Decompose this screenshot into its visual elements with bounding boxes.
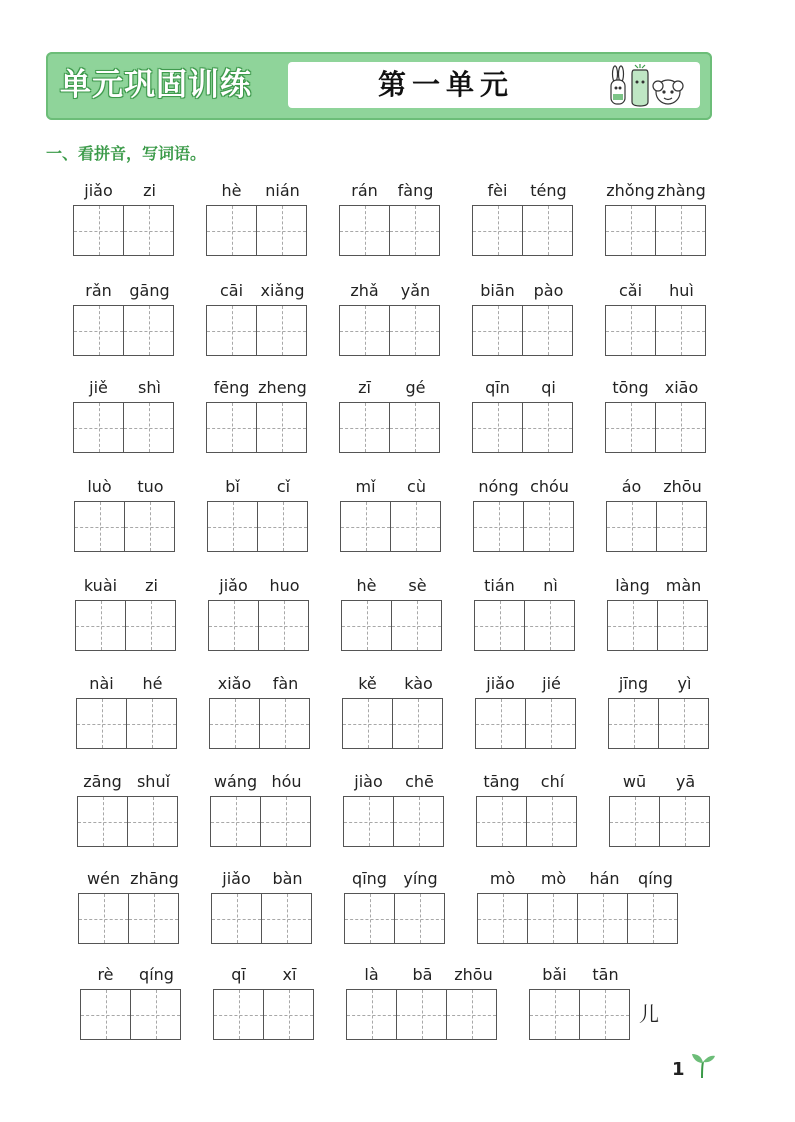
writing-grid: [209, 698, 310, 749]
pinyin-label: qī: [231, 965, 246, 984]
pinyin-label: zī: [358, 378, 371, 397]
writing-box[interactable]: [207, 501, 258, 552]
pinyin-label: jiǎo: [486, 674, 515, 693]
word-item: [211, 868, 313, 948]
word-item: [605, 180, 707, 260]
writing-grid: [341, 600, 442, 651]
pinyin-label: gāng: [129, 281, 170, 300]
pinyin-label: kuài: [83, 576, 118, 595]
pinyin-label: chē: [405, 772, 434, 791]
word-item: [339, 377, 441, 457]
word-item: [342, 673, 444, 753]
writing-box[interactable]: [474, 600, 525, 651]
writing-box[interactable]: [522, 205, 573, 256]
pinyin-label: zi: [143, 181, 156, 200]
writing-grid: [78, 893, 179, 944]
pinyin-label: mò: [489, 869, 516, 888]
word-item: [339, 180, 441, 260]
word-item: [608, 673, 710, 753]
writing-box[interactable]: [128, 893, 179, 944]
pinyin-label: cǐ: [276, 477, 291, 496]
writing-grid: [346, 989, 497, 1040]
writing-box[interactable]: [522, 305, 573, 356]
word-item: [75, 575, 177, 655]
writing-grid: [76, 698, 177, 749]
word-item: [74, 476, 176, 556]
writing-box[interactable]: [124, 501, 175, 552]
pinyin-label: làng: [615, 576, 650, 595]
pinyin-label: fēng: [213, 378, 250, 397]
writing-box[interactable]: [472, 205, 523, 256]
writing-box[interactable]: [391, 600, 442, 651]
pinyin-label: jiě: [89, 378, 108, 397]
pinyin-label: áo: [621, 477, 642, 496]
writing-box[interactable]: [77, 796, 128, 847]
pinyin-label: qíng: [139, 965, 174, 984]
pinyin-label: huì: [669, 281, 694, 300]
pinyin-label: jié: [542, 674, 561, 693]
pinyin-label: yā: [675, 772, 696, 791]
writing-box[interactable]: [657, 600, 708, 651]
writing-grid: [213, 989, 314, 1040]
writing-box[interactable]: [123, 205, 174, 256]
pinyin-label: tuo: [137, 477, 164, 496]
writing-box[interactable]: [73, 305, 124, 356]
writing-grid: [206, 205, 307, 256]
writing-box[interactable]: [344, 893, 395, 944]
pinyin-label: zi: [145, 576, 158, 595]
pinyin-label: nài: [89, 674, 114, 693]
pinyin-label: xiāo: [664, 378, 699, 397]
writing-box[interactable]: [257, 501, 308, 552]
pinyin-label: mǐ: [355, 477, 376, 496]
word-item: [473, 476, 575, 556]
writing-grid: [206, 402, 307, 453]
word-item: [208, 575, 310, 655]
writing-box[interactable]: [659, 796, 710, 847]
writing-box[interactable]: [339, 205, 390, 256]
writing-box[interactable]: [256, 205, 307, 256]
word-item: [207, 476, 309, 556]
writing-box[interactable]: [476, 796, 527, 847]
writing-box[interactable]: [258, 600, 309, 651]
writing-grid: [340, 501, 441, 552]
writing-box[interactable]: [211, 893, 262, 944]
pinyin-label: yíng: [403, 869, 438, 888]
writing-box[interactable]: [208, 600, 259, 651]
pinyin-label: zhàng: [657, 181, 706, 200]
writing-grid: [211, 893, 312, 944]
writing-grid: [207, 501, 308, 552]
writing-grid: [473, 501, 574, 552]
writing-box[interactable]: [389, 205, 440, 256]
pinyin-label: nì: [543, 576, 558, 595]
writing-box[interactable]: [130, 989, 181, 1040]
writing-box[interactable]: [526, 796, 577, 847]
writing-box[interactable]: [522, 402, 573, 453]
pinyin-label: bàn: [272, 869, 303, 888]
pinyin-label: xī: [282, 965, 297, 984]
pinyin-label: rǎn: [85, 281, 112, 300]
writing-grid: [342, 698, 443, 749]
word-item: [213, 964, 315, 1044]
writing-box[interactable]: [605, 402, 656, 453]
pinyin-label: zhōu: [663, 477, 702, 496]
writing-box[interactable]: [261, 893, 312, 944]
writing-box[interactable]: [123, 402, 174, 453]
writing-box[interactable]: [396, 989, 447, 1040]
writing-box[interactable]: [213, 989, 264, 1040]
pinyin-label: zheng: [258, 378, 307, 397]
word-item: [472, 180, 574, 260]
word-item: [344, 868, 446, 948]
pinyin-label: luò: [87, 477, 112, 496]
pinyin-label: fèi: [487, 181, 508, 200]
writing-box[interactable]: [608, 698, 659, 749]
word-item: [474, 575, 576, 655]
writing-grid: [529, 989, 630, 1040]
writing-grid: [343, 796, 444, 847]
writing-box[interactable]: [655, 205, 706, 256]
writing-box[interactable]: [606, 501, 657, 552]
writing-box[interactable]: [394, 893, 445, 944]
writing-box[interactable]: [341, 600, 392, 651]
writing-box[interactable]: [80, 989, 131, 1040]
writing-grid: [75, 600, 176, 651]
writing-box[interactable]: [472, 305, 523, 356]
writing-grid: [472, 205, 573, 256]
writing-box[interactable]: [529, 989, 580, 1040]
word-item: [339, 280, 441, 360]
writing-box[interactable]: [524, 600, 575, 651]
pinyin-label: nián: [265, 181, 300, 200]
writing-box[interactable]: [446, 989, 497, 1040]
word-item: [206, 377, 308, 457]
pinyin-label: chóu: [530, 477, 569, 496]
pinyin-label: hè: [221, 181, 242, 200]
writing-box[interactable]: [339, 402, 390, 453]
pinyin-label: rè: [97, 965, 114, 984]
writing-grid: [80, 989, 181, 1040]
pinyin-label: jiǎo: [222, 869, 251, 888]
writing-grid: [606, 501, 707, 552]
word-item: [76, 673, 178, 753]
writing-grid: [609, 796, 710, 847]
pinyin-label: tián: [484, 576, 515, 595]
writing-box[interactable]: [340, 501, 391, 552]
pinyin-label: kě: [358, 674, 377, 693]
pinyin-label: rán: [351, 181, 378, 200]
pinyin-label: hè: [356, 576, 377, 595]
pinyin-label: sè: [408, 576, 427, 595]
sheep-icon: [653, 80, 683, 104]
writing-box[interactable]: [256, 402, 307, 453]
writing-grid: [73, 402, 174, 453]
pinyin-label: là: [364, 965, 379, 984]
pinyin-label: biān: [480, 281, 515, 300]
writing-grid: [607, 600, 708, 651]
writing-grid: [206, 305, 307, 356]
pinyin-label: jiào: [354, 772, 383, 791]
writing-box[interactable]: [126, 698, 177, 749]
pinyin-label: chí: [540, 772, 565, 791]
writing-grid: [477, 893, 678, 944]
pinyin-label: pào: [533, 281, 564, 300]
pinyin-label: cù: [407, 477, 426, 496]
radish-icon: [632, 64, 648, 106]
writing-box[interactable]: [655, 305, 706, 356]
pinyin-label: zhǎ: [350, 281, 379, 300]
pinyin-label: yì: [677, 674, 692, 693]
word-item: [609, 771, 711, 851]
writing-box[interactable]: [609, 796, 660, 847]
writing-grid: [472, 305, 573, 356]
writing-grid: [605, 402, 706, 453]
pinyin-label: tān: [592, 965, 619, 984]
word-item: [73, 280, 175, 360]
pinyin-label: tāng: [483, 772, 520, 791]
word-item: [78, 868, 180, 948]
word-item: [206, 180, 308, 260]
word-item: [73, 377, 175, 457]
writing-grid: [74, 501, 175, 552]
writing-box[interactable]: [527, 893, 578, 944]
pinyin-label: bǐ: [225, 477, 240, 496]
pinyin-label: huo: [269, 576, 300, 595]
pinyin-label: shuǐ: [136, 772, 171, 791]
word-item: [341, 575, 443, 655]
writing-box[interactable]: [656, 501, 707, 552]
pinyin-label: zāng: [83, 772, 122, 791]
pinyin-label: cǎi: [618, 281, 643, 300]
writing-box[interactable]: [607, 600, 658, 651]
writing-box[interactable]: [577, 893, 628, 944]
word-item: [77, 771, 179, 851]
writing-box[interactable]: [256, 305, 307, 356]
pinyin-label: shì: [138, 378, 161, 397]
writing-grid: [73, 205, 174, 256]
writing-box[interactable]: [260, 796, 311, 847]
writing-box[interactable]: [73, 402, 124, 453]
pinyin-label: xiǎng: [260, 281, 305, 300]
writing-grid: [605, 205, 706, 256]
pinyin-label: mò: [540, 869, 567, 888]
rabbit-icon: [611, 66, 625, 104]
writing-box[interactable]: [210, 796, 261, 847]
writing-box[interactable]: [392, 698, 443, 749]
pinyin-label: wū: [622, 772, 647, 791]
pinyin-label: jīng: [618, 674, 649, 693]
pinyin-label: xiǎo: [217, 674, 252, 693]
pinyin-label: jiǎo: [219, 576, 248, 595]
writing-box[interactable]: [263, 989, 314, 1040]
pinyin-label: tōng: [612, 378, 649, 397]
writing-box[interactable]: [627, 893, 678, 944]
writing-box[interactable]: [127, 796, 178, 847]
word-item: [472, 377, 574, 457]
writing-grid: [210, 796, 311, 847]
word-item: [476, 771, 578, 851]
word-item: [73, 180, 175, 260]
sprout-icon: [690, 1050, 716, 1080]
writing-box[interactable]: [655, 402, 706, 453]
banner-title-left: 单元巩固训练: [60, 67, 252, 103]
pinyin-label: cāi: [219, 281, 244, 300]
unit-title: 第一单元: [378, 68, 515, 101]
pinyin-label: màn: [665, 576, 702, 595]
page-number: 1: [672, 1059, 685, 1080]
pinyin-label: wén: [86, 869, 121, 888]
writing-grid: [73, 305, 174, 356]
writing-grid: [474, 600, 575, 651]
word-item: [346, 964, 499, 1044]
writing-grid: [472, 402, 573, 453]
pinyin-label: zhǒng: [606, 181, 655, 200]
writing-grid: [605, 305, 706, 356]
writing-grid: [77, 796, 178, 847]
writing-box[interactable]: [206, 205, 257, 256]
writing-box[interactable]: [477, 893, 528, 944]
word-item: [340, 476, 442, 556]
writing-box[interactable]: [342, 698, 393, 749]
writing-box[interactable]: [206, 402, 257, 453]
pinyin-label: gé: [405, 378, 426, 397]
writing-box[interactable]: [579, 989, 630, 1040]
writing-box[interactable]: [346, 989, 397, 1040]
writing-box[interactable]: [472, 402, 523, 453]
word-item: [209, 673, 311, 753]
writing-box[interactable]: [206, 305, 257, 356]
writing-grid: [608, 698, 709, 749]
pinyin-label: téng: [530, 181, 567, 200]
word-item: [607, 575, 709, 655]
pinyin-label: nóng: [478, 477, 519, 496]
pinyin-label: jiǎo: [84, 181, 113, 200]
mascot-icons: [606, 64, 690, 108]
writing-box[interactable]: [123, 305, 174, 356]
writing-grid: [208, 600, 309, 651]
banner-panel: [288, 62, 700, 108]
writing-box[interactable]: [75, 600, 126, 651]
writing-box[interactable]: [393, 796, 444, 847]
pinyin-label: wáng: [213, 772, 258, 791]
writing-box[interactable]: [74, 501, 125, 552]
word-item: [605, 377, 707, 457]
writing-box[interactable]: [525, 698, 576, 749]
word-item: [80, 964, 182, 1044]
writing-grid: [475, 698, 576, 749]
word-item: [529, 964, 659, 1044]
unit-banner: [46, 52, 712, 120]
suffix-char: 儿: [639, 1002, 659, 1026]
writing-box[interactable]: [339, 305, 390, 356]
writing-box[interactable]: [73, 205, 124, 256]
pinyin-label: fàn: [272, 674, 299, 693]
writing-box[interactable]: [475, 698, 526, 749]
pinyin-label: zhōu: [454, 965, 493, 984]
section-title: 一、看拼音，写词语。: [46, 144, 207, 163]
writing-box[interactable]: [473, 501, 524, 552]
word-item: [605, 280, 707, 360]
writing-box[interactable]: [343, 796, 394, 847]
writing-box[interactable]: [389, 402, 440, 453]
pinyin-label: qi: [541, 378, 556, 397]
writing-box[interactable]: [209, 698, 260, 749]
writing-grid: [344, 893, 445, 944]
word-item: [210, 771, 312, 851]
writing-grid: [339, 305, 440, 356]
pinyin-label: hé: [142, 674, 163, 693]
pinyin-label: yǎn: [400, 281, 431, 300]
pinyin-label: kào: [404, 674, 433, 693]
pinyin-label: qīn: [485, 378, 510, 397]
writing-grid: [339, 205, 440, 256]
writing-box[interactable]: [523, 501, 574, 552]
writing-box[interactable]: [76, 698, 127, 749]
pinyin-label: qíng: [638, 869, 673, 888]
writing-box[interactable]: [605, 205, 656, 256]
writing-box[interactable]: [605, 305, 656, 356]
pinyin-label: zhāng: [130, 869, 179, 888]
pinyin-label: bǎi: [542, 965, 567, 984]
pinyin-label: hóu: [271, 772, 302, 791]
word-item: [475, 673, 577, 753]
writing-box[interactable]: [259, 698, 310, 749]
writing-box[interactable]: [125, 600, 176, 651]
pinyin-label: qīng: [352, 869, 387, 888]
writing-box[interactable]: [390, 501, 441, 552]
word-item: [206, 280, 308, 360]
writing-grid: [339, 402, 440, 453]
writing-box[interactable]: [78, 893, 129, 944]
word-item: [472, 280, 574, 360]
pinyin-label: hán: [589, 869, 620, 888]
pinyin-label: bā: [412, 965, 433, 984]
pinyin-label: fàng: [397, 181, 434, 200]
word-item: [477, 868, 681, 948]
writing-grid: [476, 796, 577, 847]
word-item: [343, 771, 445, 851]
writing-box[interactable]: [658, 698, 709, 749]
word-item: [606, 476, 708, 556]
writing-box[interactable]: [389, 305, 440, 356]
